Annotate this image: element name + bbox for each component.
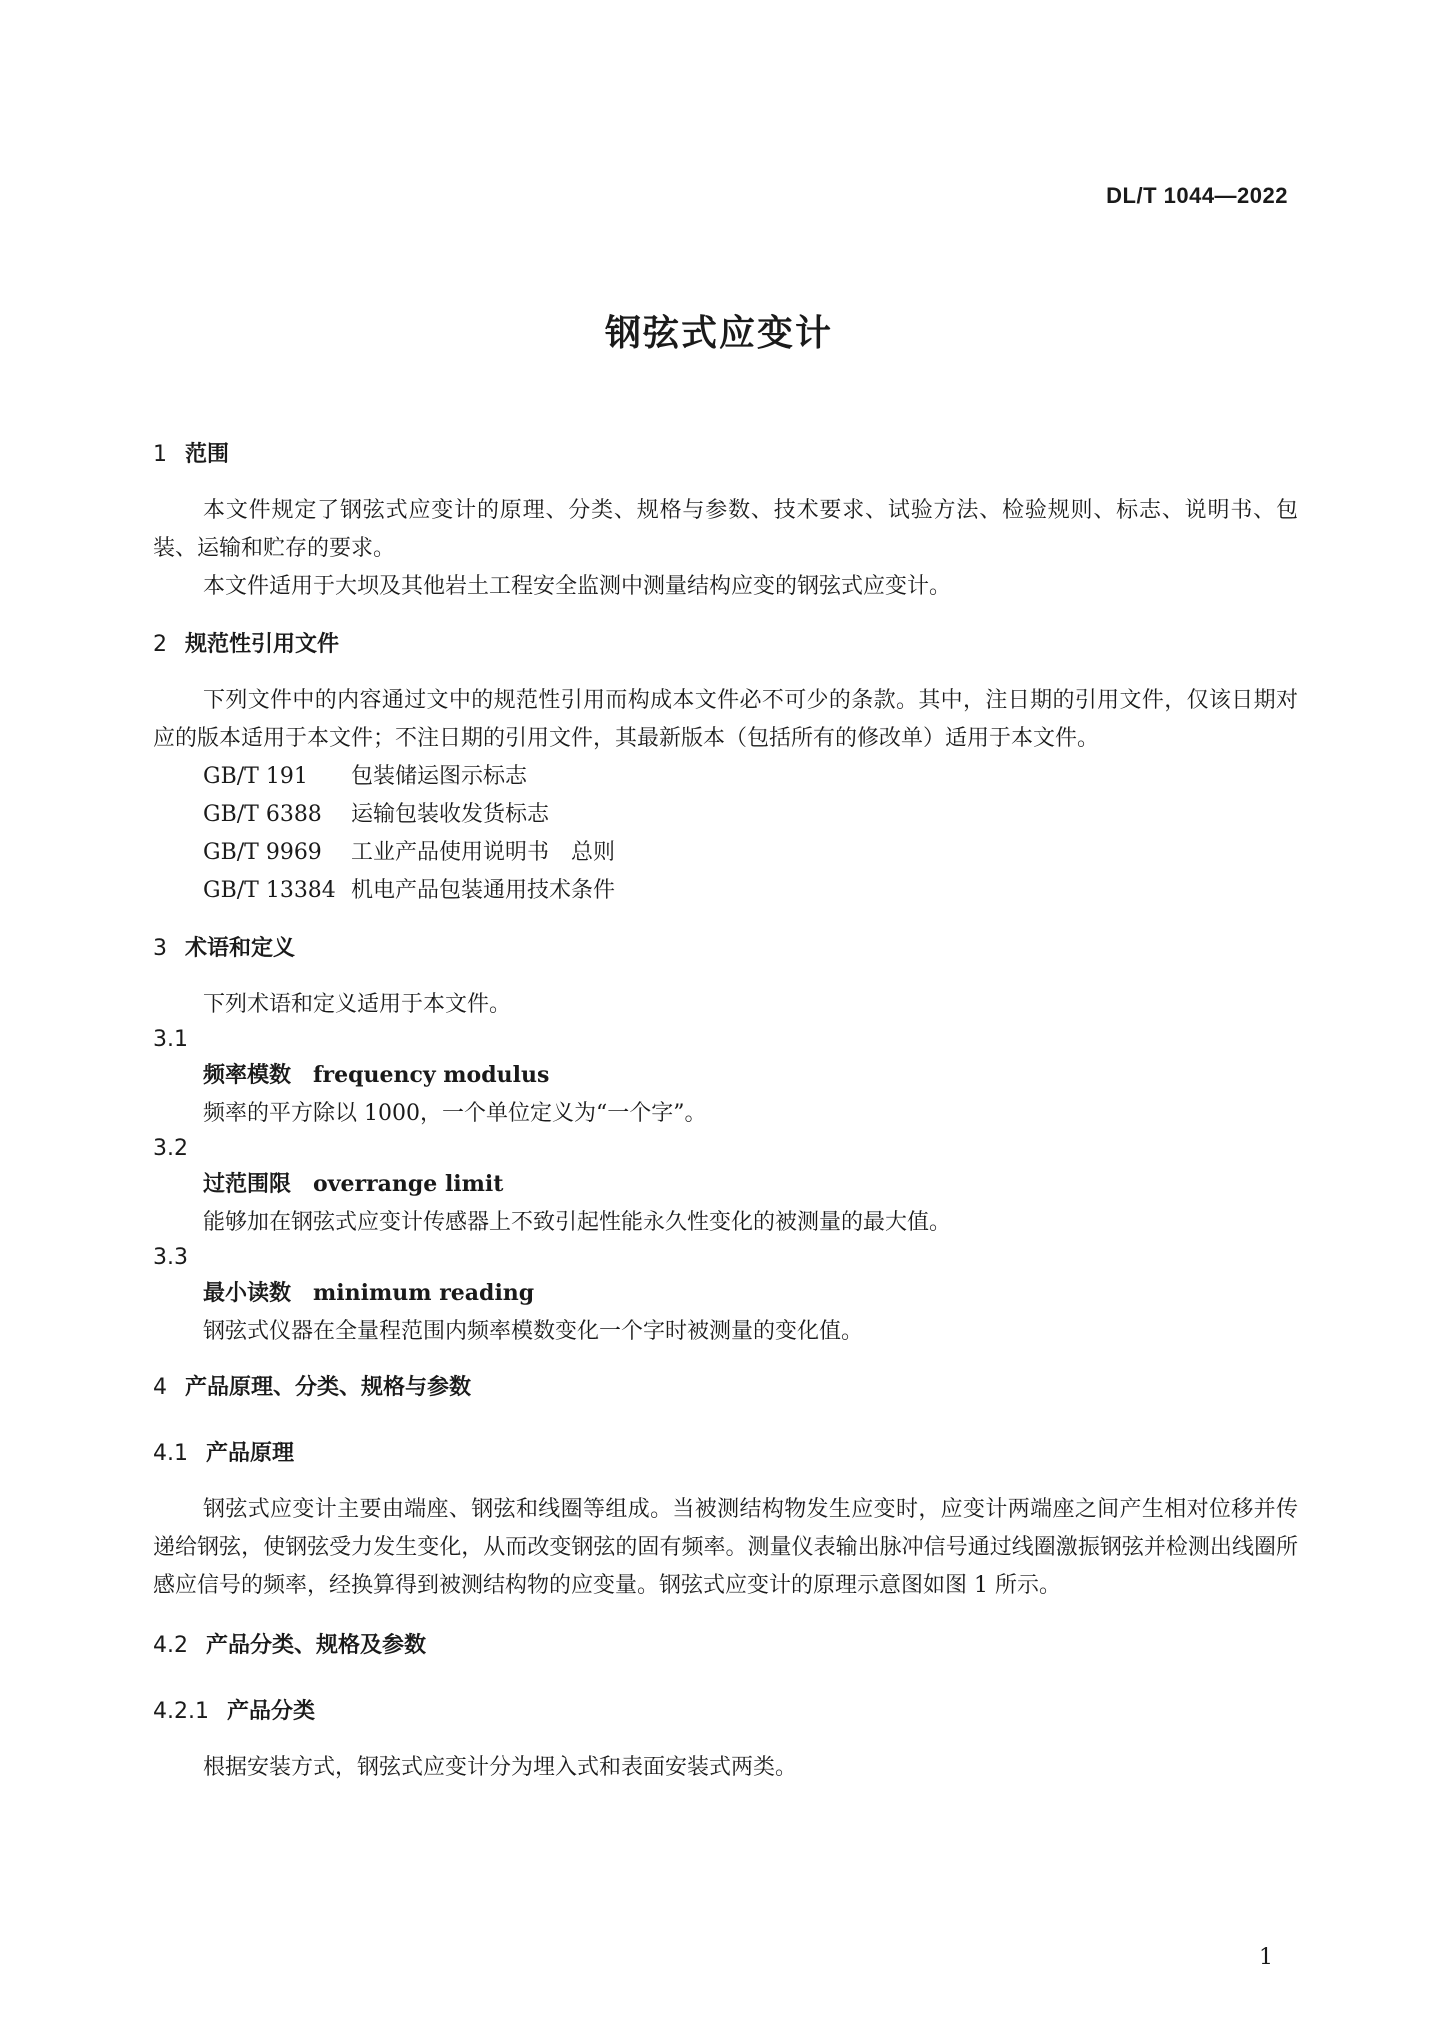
- reference-item: [203, 872, 1298, 910]
- term-name-en: frequency modulus: [313, 1062, 550, 1088]
- paragraph: 钢弦式应变计主要由端座、钢弦和线圈等组成。当被测结构物发生应变时，应变计两端座之间产生相对位移并传递给钢弦，使钢弦受力发生变化，从而改变钢弦的固有频率。测量仪表输出脉冲信号通过线圈激振钢弦并检测出线圈所感应信号的频率，经换算得到被测结构物的应变量。钢弦式应变计的原理示意图如图 1 所示。: [153, 1497, 1298, 1598]
- section-4-heading: [153, 1373, 1298, 1403]
- reference-code: GB/T 6388: [203, 802, 322, 827]
- term-name-en: overrange limit: [313, 1171, 504, 1197]
- section-number: 4.1: [153, 1441, 188, 1466]
- reference-title: 包装储运图示标志: [351, 764, 528, 789]
- term-number: 3.3: [153, 1245, 188, 1270]
- section-4-2-1-heading: [153, 1697, 1298, 1727]
- reference-code: GB/T 9969: [203, 840, 322, 865]
- section-number: 3: [153, 936, 167, 961]
- section-title: 产品分类、规格及参数: [206, 1633, 427, 1658]
- reference-item: [203, 796, 1298, 834]
- section-2-heading: [153, 630, 1298, 660]
- term-definition: 钢弦式仪器在全量程范围内频率模数变化一个字时被测量的变化值。: [203, 1319, 864, 1344]
- paragraph: 下列术语和定义适用于本文件。: [203, 992, 512, 1017]
- section-number: 4: [153, 1375, 167, 1400]
- section-number: 2: [153, 632, 167, 657]
- term-number: 3.1: [153, 1027, 188, 1052]
- section-number: 4.2.1: [153, 1699, 209, 1724]
- reference-title: 工业产品使用说明书 总则: [351, 840, 616, 865]
- section-number: 4.2: [153, 1633, 188, 1658]
- section-title: 规范性引用文件: [185, 632, 340, 657]
- section-title: 产品原理: [206, 1441, 295, 1466]
- term-name-zh: 最小读数: [203, 1281, 292, 1306]
- reference-title: 机电产品包装通用技术条件: [351, 878, 616, 903]
- paragraph: 本文件适用于大坝及其他岩土工程安全监测中测量结构应变的钢弦式应变计。: [203, 574, 952, 599]
- term-name-zh: 过范围限: [203, 1172, 292, 1197]
- document-body: [153, 440, 1298, 1787]
- document-title: 钢弦式应变计: [604, 313, 833, 354]
- term-name: [203, 1165, 1298, 1204]
- section-title: 范围: [185, 442, 230, 467]
- section-title: 产品原理、分类、规格与参数: [185, 1375, 472, 1400]
- term-definition: 能够加在钢弦式应变计传感器上不致引起性能永久性变化的被测量的最大值。: [203, 1210, 952, 1235]
- term-name: [203, 1056, 1298, 1095]
- term-name-en: minimum reading: [313, 1280, 535, 1306]
- section-title: 产品分类: [226, 1699, 315, 1724]
- document-code: DL/T 1044—2022: [1106, 183, 1288, 208]
- reference-item: [203, 834, 1298, 872]
- section-1-heading: [153, 440, 1298, 470]
- paragraph: 根据安装方式，钢弦式应变计分为埋入式和表面安装式两类。: [203, 1755, 798, 1780]
- section-3-heading: [153, 934, 1298, 964]
- term-number: 3.2: [153, 1136, 188, 1161]
- section-number: 1: [153, 442, 167, 467]
- reference-title: 运输包装收发货标志: [351, 802, 550, 827]
- section-4-2-heading: [153, 1631, 1298, 1661]
- paragraph: 本文件规定了钢弦式应变计的原理、分类、规格与参数、技术要求、试验方法、检验规则、标志、说明书、包装、运输和贮存的要求。: [153, 498, 1298, 561]
- reference-item: [203, 758, 1298, 796]
- section-4-1-heading: [153, 1439, 1298, 1469]
- section-title: 术语和定义: [185, 936, 296, 961]
- reference-code: GB/T 191: [203, 764, 308, 789]
- term-name: [203, 1274, 1298, 1313]
- term-name-zh: 频率模数: [203, 1063, 292, 1088]
- reference-code: GB/T 13384: [203, 878, 336, 903]
- term-definition: 频率的平方除以 1000，一个单位定义为“一个字”。: [203, 1101, 707, 1126]
- paragraph: 下列文件中的内容通过文中的规范性引用而构成本文件必不可少的条款。其中，注日期的引用文件，仅该日期对应的版本适用于本文件；不注日期的引用文件，其最新版本（包括所有的修改单）适用于本文件。: [153, 688, 1298, 751]
- page-number: 1: [1259, 1945, 1273, 1970]
